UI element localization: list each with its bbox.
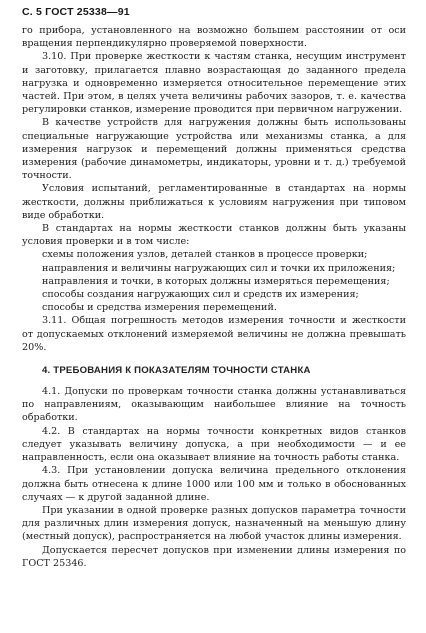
list-item: способы создания нагружающих сил и средств их измерения; (42, 289, 359, 301)
page-header: С. 5 ГОСТ 25338—91 (22, 6, 130, 18)
paragraph: Условия испытаний, регламентированные в стандартах на нормы жесткости, должны приближаться к условиям нагружения при типовом виде обработки. (22, 183, 406, 221)
list-item: способы и средства измерения перемещений. (42, 302, 277, 314)
paragraph: го прибора, установленного на возможно большем расстоянии от оси вращения перпендикулярно проверяемой поверхности. (22, 25, 406, 50)
paragraph-3-11: 3.11. Общая погрешность методов измерения точности и жесткости от допускаемых отклонений измеряемой величины не должна превышать 20%. (22, 315, 406, 353)
list-item: направления и величины нагружающих сил и точки их приложения; (42, 262, 396, 274)
paragraph-4-1: 4.1. Допуски по проверкам точности станка должны устанавливаться по направлениям, оказывающим наибольшее влияние на точность обработки. (22, 386, 406, 424)
paragraph-3-10: 3.10. При проверке жесткости к частям станка, несущим инструмент и заготовку, прилагается плавно возрастающая до заданного предела нагрузка и одновременно измеряется относительное перемещение этих частей. При этом, в целях учета величины рабочих зазоров, т. е. качества регулировки станков, измерение проводится при первичном нагружении. (22, 51, 406, 116)
paragraph: При указании в одной проверке разных допусков параметра точности для различных длин измерения допуск, назначенный на меньшую длину (местный допуск), распространяется на любой участок длины измерения. (22, 504, 406, 543)
paragraph: Допускается пересчет допусков при изменении длины измерения по ГОСТ 25346. (22, 544, 406, 569)
list-item: направления и точки, в которых должны измеряться перемещения; (42, 275, 390, 287)
paragraph: В стандартах на нормы жесткости станков должны быть указаны условия проверки и в том числе: (22, 223, 406, 248)
paragraph-4-2: 4.2. В стандартах на нормы точности конкретных видов станков следует указывать величину допуска, а при необходимости — и ее направленность, если она оказывает влияние на точность работы станка. (22, 425, 406, 464)
list-item: схемы положения узлов, деталей станков в процессе проверки; (42, 249, 368, 261)
section-heading: 4. ТРЕБОВАНИЯ К ПОКАЗАТЕЛЯМ ТОЧНОСТИ СТАНКА (42, 365, 311, 377)
paragraph-4-3: 4.3. При установлении допуска величина предельного отклонения должна быть отнесена к длине 1000 или 100 мм и только в обоснованных случаях — к другой заданной длине. (22, 465, 406, 503)
paragraph: В качестве устройств для нагружения должны быть использованы специальные нагружающие устройства или механизмы станка, а для измерения нагрузок и перемещений должны применяться средства измерения (рабочие динамометры, индикаторы, уровни и т. д.) требуемой точности. (22, 117, 406, 182)
